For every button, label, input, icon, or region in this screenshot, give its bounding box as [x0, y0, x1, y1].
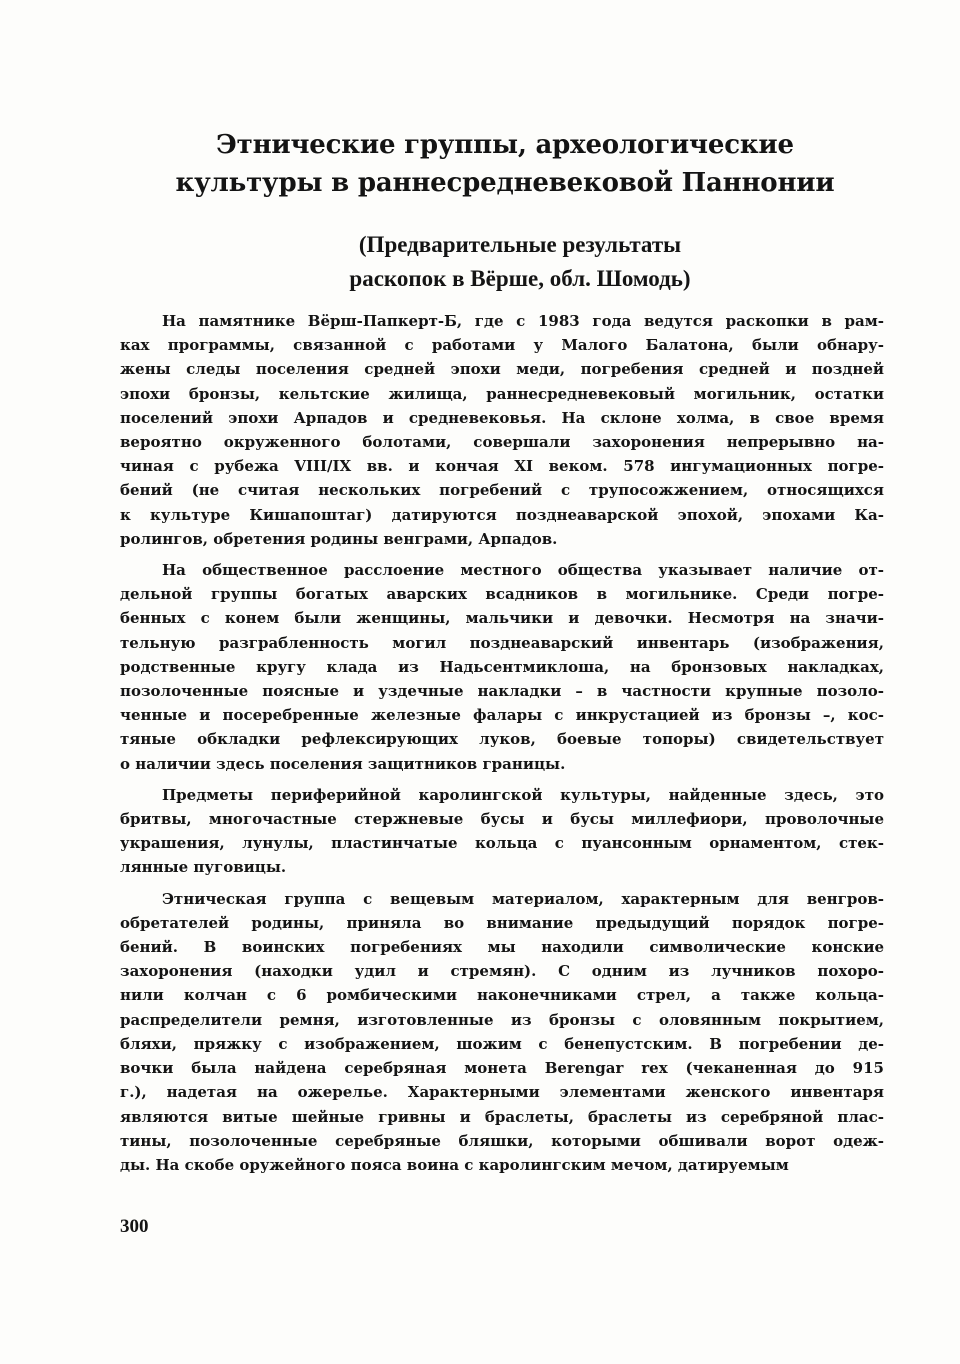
article-subtitle [200, 228, 840, 296]
text-line: На общественное расслоение местного общества указывает наличие от- [162, 561, 884, 580]
text-line: позолоченные поясные и уздечные накладки – в частности крупные позоло- [120, 682, 884, 701]
text-line: Этническая группа с вещевым материалом, характерным для венгров- [162, 889, 884, 908]
text-line: бенных с конем были женщины, мальчики и девочки. Несмотря на значи- [120, 609, 884, 628]
paragraph [120, 309, 884, 551]
text-line: к культуре Кишапоштаг) датируются позднеаварской эпохой, эпохами Ка- [120, 505, 884, 524]
title-line: Этнические группы, археологические [216, 130, 794, 160]
text-line: украшения, лунулы, пластинчатые кольца с пуансонным орнаментом, стек- [120, 834, 884, 853]
text-line: распределители ремня, изготовленные из бронзы с оловянным покрытием, [120, 1010, 884, 1029]
text-line: лянные пуговицы. [120, 858, 287, 877]
text-line: захоронения (находки удил и стремян). С одним из лучников похоро- [120, 962, 884, 981]
page-number: 300 [120, 1216, 149, 1237]
text-line: ченные и посеребренные железные фалары с инкрустацией из бронзы –, кос- [120, 706, 884, 725]
text-line: чиная с рубежа VIII/IX вв. и кончая XI веком. 578 ингумационных погре- [120, 457, 884, 476]
text-line: жены следы поселения средней эпохи меди, погребения средней и поздней [120, 360, 884, 379]
text-line: бритвы, многочастные стержневые бусы и бусы миллефиори, проволочные [120, 810, 884, 829]
text-line: ролингов, обретения родины венграми, Арпадов. [120, 529, 558, 548]
paragraph [120, 558, 884, 776]
subtitle-line: раскопок в Вёрше, обл. Шомодь) [349, 266, 691, 291]
text-line: На памятнике Вёрш-Папкерт-Б, где с 1983 года ведутся раскопки в рам- [162, 312, 884, 330]
subtitle-line: (Предварительные результаты [358, 232, 682, 257]
text-line: поселений эпохи Арпадов и средневековья. На склоне холма, в свое время [120, 408, 884, 427]
text-line: ках программы, связанной с работами у Малого Балатона, были обнару- [120, 336, 884, 355]
text-line: эпохи бронзы, кельтские жилища, раннесредневековый могильник, остатки [120, 384, 884, 403]
text-line: Предметы периферийной каролингской культуры, найденные здесь, это [162, 785, 884, 804]
article-title [120, 126, 890, 202]
title-line: культуры в раннесредневековой Паннонии [175, 168, 835, 198]
body-text [120, 309, 884, 1184]
text-line: вероятно окруженного болотами, совершали захоронения непрерывно на- [120, 433, 884, 452]
text-line: являются витые шейные гривны и браслеты, браслеты из серебряной плас- [120, 1107, 884, 1126]
text-line: родственные кругу клада из Надьсентмиклоша, на бронзовых накладках, [120, 657, 884, 676]
text-line: бляхи, пряжку с изображением, шожим с бенепустским. В погребении де- [120, 1034, 884, 1053]
text-line: дельной группы богатых аварских всадников в могильнике. Среди погре- [120, 585, 884, 604]
text-line: бений (не считая нескольких погребений с трупосожжением, относящихся [120, 481, 884, 500]
text-line: тельную разграбленность могил позднеаварский инвентарь (изображения, [120, 633, 884, 652]
text-line: г.), надетая на ожерелье. Характерными элементами женского инвентаря [120, 1083, 884, 1102]
text-line: ды. На скобе оружейного пояса воина с каролингским мечом, датируемым [120, 1155, 789, 1174]
text-line: обретателей родины, приняла во внимание предыдущий порядок погре- [120, 913, 884, 932]
text-line: о наличии здесь поселения защитников границы. [120, 754, 566, 773]
paragraph [120, 887, 884, 1177]
text-line: бений. В воинских погребениях мы находили символические конские [120, 938, 884, 957]
text-line: тяные обкладки рефлексирующих луков, боевые топоры) свидетельствует [120, 730, 884, 749]
text-line: нили колчан с 6 ромбическими наконечниками стрел, а также кольца- [120, 986, 884, 1005]
text-line: тины, позолоченные серебряные бляшки, которыми обшивали ворот одеж- [120, 1131, 884, 1150]
paragraph [120, 783, 884, 880]
text-line: вочки была найдена серебряная монета Berengar rex (чеканенная до 915 [120, 1059, 884, 1078]
